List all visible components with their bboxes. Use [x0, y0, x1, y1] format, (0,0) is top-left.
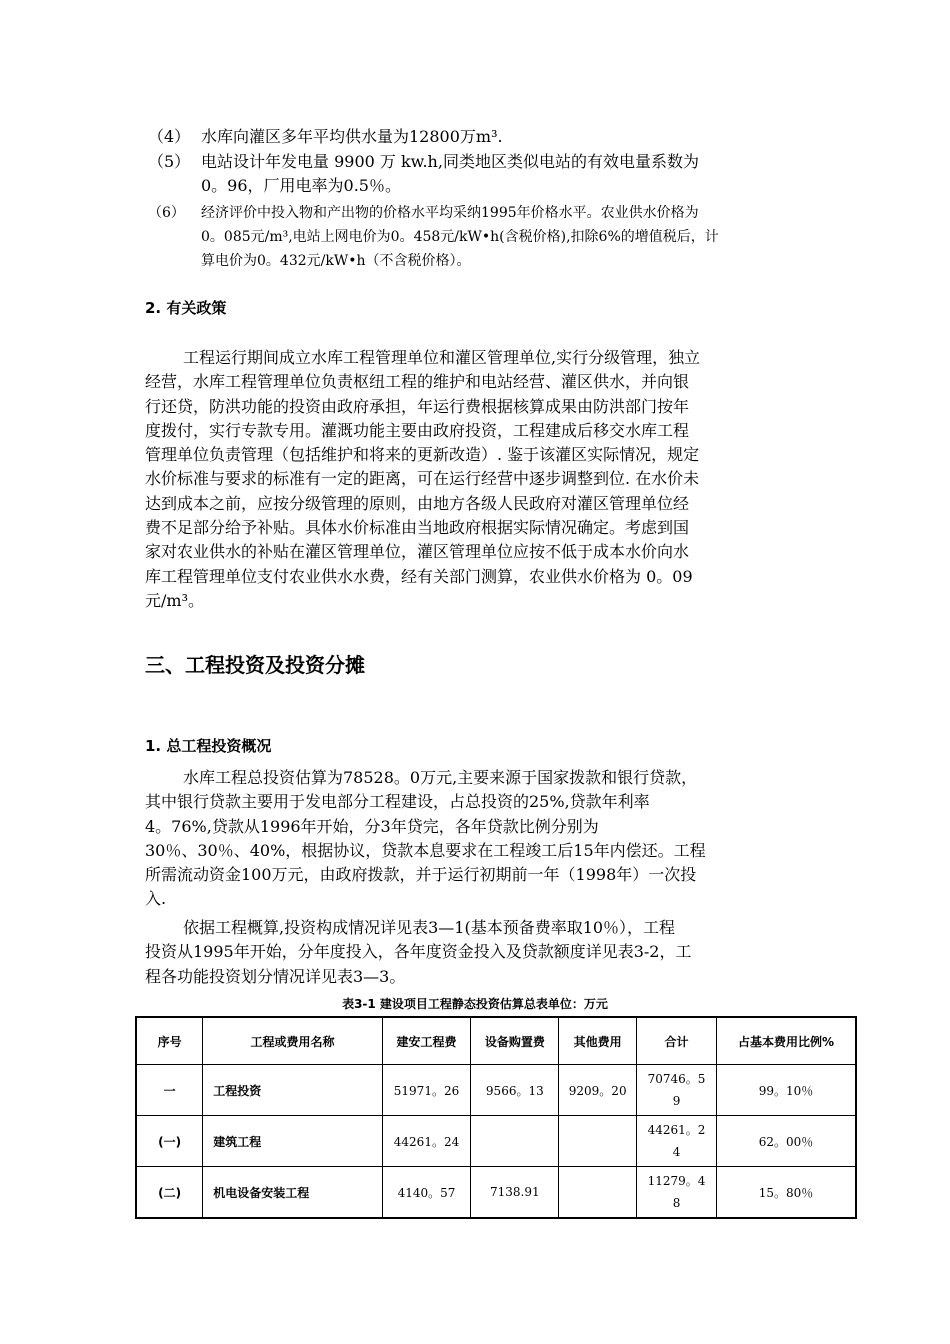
cell-seq: (二) — [136, 1167, 203, 1219]
cell-ratio: 62。00％ — [716, 1116, 856, 1167]
paragraph-line: 依据工程概算,投资构成情况详见表3—1(基本预备费率取10％），工程 — [183, 918, 676, 937]
list-number: （6） — [148, 205, 185, 221]
cell-seq: 一 — [136, 1065, 203, 1116]
column-header: 设备购置费 — [471, 1017, 559, 1065]
cell-build-cost: 44261。24 — [382, 1116, 471, 1167]
cell-build-cost: 51971。26 — [382, 1065, 471, 1116]
column-header: 其他费用 — [559, 1017, 637, 1065]
list-number: （5） — [148, 152, 191, 171]
list-text-line: 经济评价中投入物和产出物的价格水平均采纳1995年价格水平。农业供水价格为 — [201, 205, 699, 221]
cell-other-cost: 9209。20 — [559, 1065, 637, 1116]
column-header: 工程或费用名称 — [203, 1017, 382, 1065]
cell-total-line: 11279。4 — [647, 1174, 706, 1188]
paragraph-line: 库工程管理单位支付农业供水水费，经有关部门测算，农业供水价格为 0。09 — [145, 566, 693, 586]
overview-paragraph-2 — [145, 916, 810, 989]
list-item — [148, 201, 810, 273]
section-heading-overview: 1. 总工程投资概况 — [145, 737, 272, 755]
table-caption: 表3-1 建设项目工程静态投资估算总表单位：万元 — [342, 997, 608, 1011]
paragraph-line: 费不足部分给予补贴。具体水价标准由当地政府根据实际情况确定。考虑到国 — [145, 518, 690, 538]
cell-total — [637, 1065, 717, 1116]
cell-name: 工程投资 — [203, 1065, 382, 1116]
paragraph-line: 水库工程总投资估算为78528。0万元,主要来源于国家拨款和银行贷款， — [183, 768, 698, 787]
paragraph-line: 元/m³。 — [145, 590, 204, 610]
paragraph-line: 4。76%,贷款从1996年开始，分3年贷完，各年贷款比例分别为 — [145, 816, 599, 836]
list-text-line: 电站设计年发电量 9900 万 kw.h,同类地区类似电站的有效电量系数为 — [201, 152, 699, 171]
paragraph-line: 经营，水库工程管理单位负责枢纽工程的维护和电站经营、灌区供水，并向银 — [145, 372, 690, 392]
cell-name: 建筑工程 — [203, 1116, 382, 1167]
paragraph-line: 其中银行贷款主要用于发电部分工程建设，占总投资的25%,贷款年利率 — [145, 792, 650, 812]
paragraph-line: 行还贷，防洪功能的投资由政府承担，年运行费根据核算成果由防洪部门按年 — [145, 396, 690, 416]
list-text-line: 算电价为0。432元/kW•h（不含税价格）。 — [201, 253, 471, 269]
investment-table — [135, 1016, 857, 1219]
table-row — [136, 1167, 856, 1219]
cell-total-line: 9 — [672, 1094, 681, 1108]
cell-equipment-cost — [471, 1116, 559, 1167]
table-row — [136, 1116, 856, 1167]
cell-other-cost — [559, 1116, 637, 1167]
cell-total-line: 8 — [672, 1196, 681, 1210]
paragraph-line: 30％、30％、40%，根据协议，贷款本息要求在工程竣工后15年内偿还。工程 — [145, 840, 706, 860]
cell-total-line: 70746。5 — [647, 1072, 706, 1086]
list-number: （4） — [148, 127, 191, 146]
cell-other-cost — [559, 1167, 637, 1219]
paragraph-line: 所需流动资金100万元，由政府拨款，并于运行初期前一年（1998年）一次投 — [145, 865, 697, 885]
cell-total-line: 44261。2 — [647, 1123, 706, 1137]
paragraph-line: 家对农业供水的补贴在灌区管理单位，灌区管理单位应按不低于成本水价向水 — [145, 542, 690, 562]
paragraph-line: 投资从1995年开始，分年度投入，各年度资金投入及贷款额度详见表3-2，工 — [145, 942, 692, 962]
cell-ratio: 99。10％ — [716, 1065, 856, 1116]
column-header: 合计 — [637, 1017, 717, 1065]
cell-ratio: 15。80％ — [716, 1167, 856, 1219]
paragraph-line: 水价标准与要求的标准有一定的距离，可在运行经营中逐步调整到位. 在水价未 — [145, 469, 700, 489]
paragraph-line: 管理单位负责管理（包括维护和将来的更新改造）. 鉴于该灌区实际情况，规定 — [145, 445, 700, 465]
table-row — [136, 1065, 856, 1116]
list-item — [148, 125, 810, 149]
overview-paragraph-1 — [145, 766, 810, 912]
section-heading-policy: 2. 有关政策 — [145, 299, 227, 317]
paragraph-line: 工程运行期间成立水库工程管理单位和灌区管理单位,实行分级管理，独立 — [183, 348, 701, 367]
table-header-row — [136, 1017, 856, 1065]
column-header: 建安工程费 — [382, 1017, 471, 1065]
paragraph-line: 度拨付，实行专款专用。灌溉功能主要由政府投资，工程建成后移交水库工程 — [145, 420, 690, 440]
column-header: 占基本费用比例% — [716, 1017, 856, 1065]
cell-seq: (一) — [136, 1116, 203, 1167]
column-header: 序号 — [136, 1017, 203, 1065]
cell-build-cost: 4140。57 — [382, 1167, 471, 1219]
cell-total — [637, 1167, 717, 1219]
cell-total — [637, 1116, 717, 1167]
cell-equipment-cost: 9566。13 — [471, 1065, 559, 1116]
list-item — [148, 150, 810, 198]
cell-total-line: 4 — [672, 1145, 681, 1159]
paragraph-line: 达到成本之前，应按分级管理的原则，由地方各级人民政府对灌区管理单位经 — [145, 493, 690, 513]
list-text-line: 0。96，厂用电率为0.5％。 — [201, 176, 401, 195]
cell-equipment-cost: 7138.91 — [471, 1167, 559, 1219]
chapter-title: 三、工程投资及投资分摊 — [145, 653, 365, 677]
list-text: 水库向灌区多年平均供水量为12800万m³. — [201, 127, 503, 146]
policy-paragraph — [145, 346, 810, 613]
cell-name: 机电设备安装工程 — [203, 1167, 382, 1219]
list-text-line: 0。085元/m³,电站上网电价为0。458元/kW•h(含税价格),扣除6%的增值税后，计 — [201, 229, 719, 245]
paragraph-line: 程各功能投资划分情况详见表3—3。 — [145, 966, 406, 986]
paragraph-line: 入. — [145, 889, 167, 909]
